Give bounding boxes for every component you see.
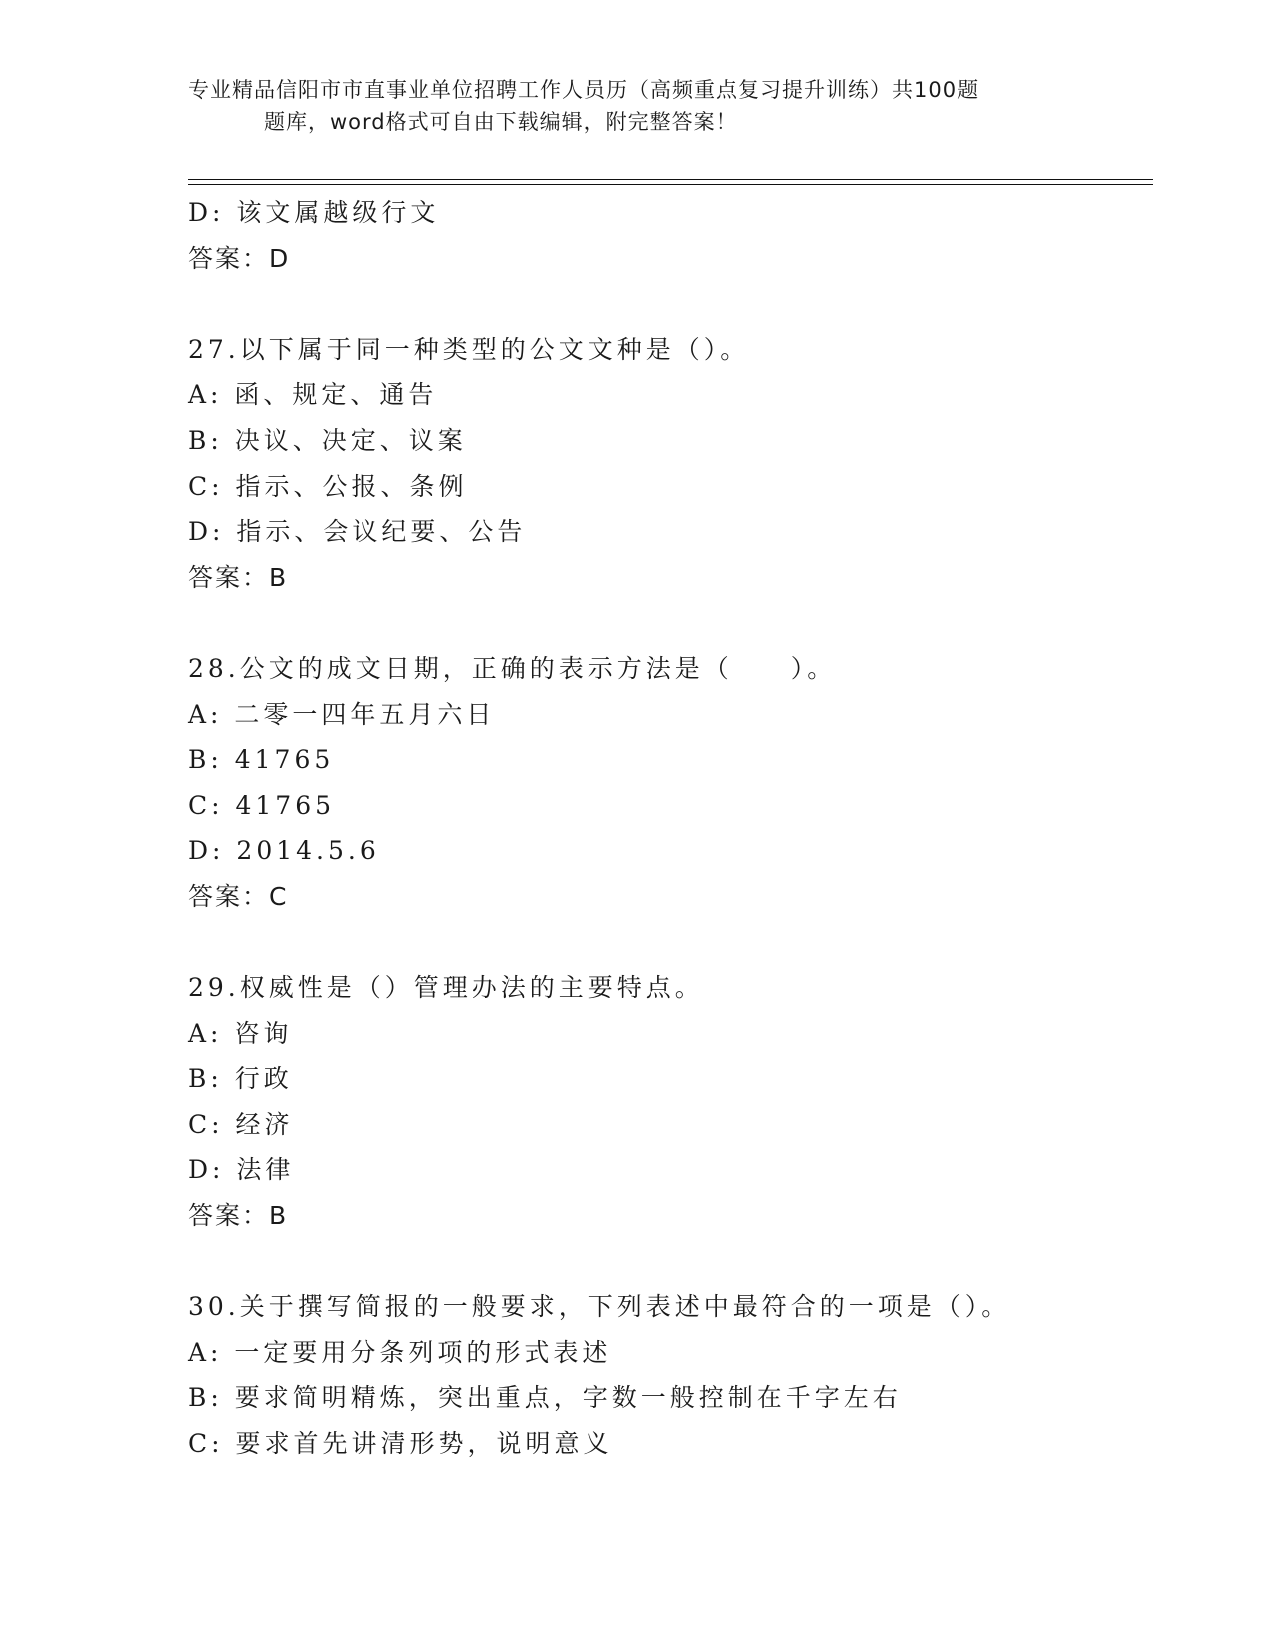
question-30 (188, 1284, 1148, 1466)
question-stem: 29.权威性是（）管理办法的主要特点。 (188, 973, 704, 1003)
option-b: B: 要求简明精炼，突出重点，字数一般控制在千字左右 (188, 1383, 902, 1413)
spacer (188, 600, 1148, 646)
question-29 (188, 965, 1148, 1239)
spacer (188, 920, 1148, 966)
question-stem: 27.以下属于同一种类型的公文文种是（）。 (188, 334, 750, 364)
option-b: B: 41765 (188, 745, 335, 775)
option-d: D: 2014.5.6 (188, 836, 380, 866)
question-content (188, 190, 1148, 1467)
option-b: B: 决议、决定、议案 (188, 425, 467, 455)
option-a: A: 一定要用分条列项的形式表述 (188, 1337, 612, 1367)
option-d: D: 指示、会议纪要、公告 (188, 517, 527, 547)
option-b: B: 行政 (188, 1064, 293, 1094)
spacer (188, 281, 1148, 327)
spacer (188, 1239, 1148, 1285)
header-title-line-1: 专业精品信阳市市直事业单位招聘工作人员历（高频重点复习提升训练）共100题 (188, 78, 980, 102)
answer-line: 答案：B (188, 1201, 289, 1231)
question-stem: 30.关于撰写简报的一般要求，下列表述中最符合的一项是（）。 (188, 1292, 1011, 1322)
header-title-line-2: 题库，word格式可自由下载编辑，附完整答案！ (264, 110, 738, 134)
header-divider-bottom (188, 184, 1153, 185)
answer-line: 答案：C (188, 881, 289, 911)
page-header (188, 74, 1088, 138)
answer-line: 答案：B (188, 562, 289, 592)
option-c: C: 经济 (188, 1109, 294, 1139)
question-28 (188, 646, 1148, 920)
option-a: A: 二零一四年五月六日 (188, 699, 496, 729)
option-c: C: 指示、公报、条例 (188, 471, 468, 501)
option-c: C: 41765 (188, 790, 336, 820)
option-a: A: 函、规定、通告 (188, 380, 438, 410)
header-divider-top (188, 179, 1153, 180)
answer-line: 答案：D (188, 243, 291, 273)
option-c: C: 要求首先讲清形势，说明意义 (188, 1429, 613, 1459)
option-d: D: 该文属越级行文 (188, 198, 440, 227)
question-27 (188, 327, 1148, 601)
option-a: A: 咨询 (188, 1018, 293, 1048)
option-d: D: 法律 (188, 1155, 295, 1185)
question-stem: 28.公文的成文日期，正确的表示方法是（ ）。 (188, 653, 837, 683)
